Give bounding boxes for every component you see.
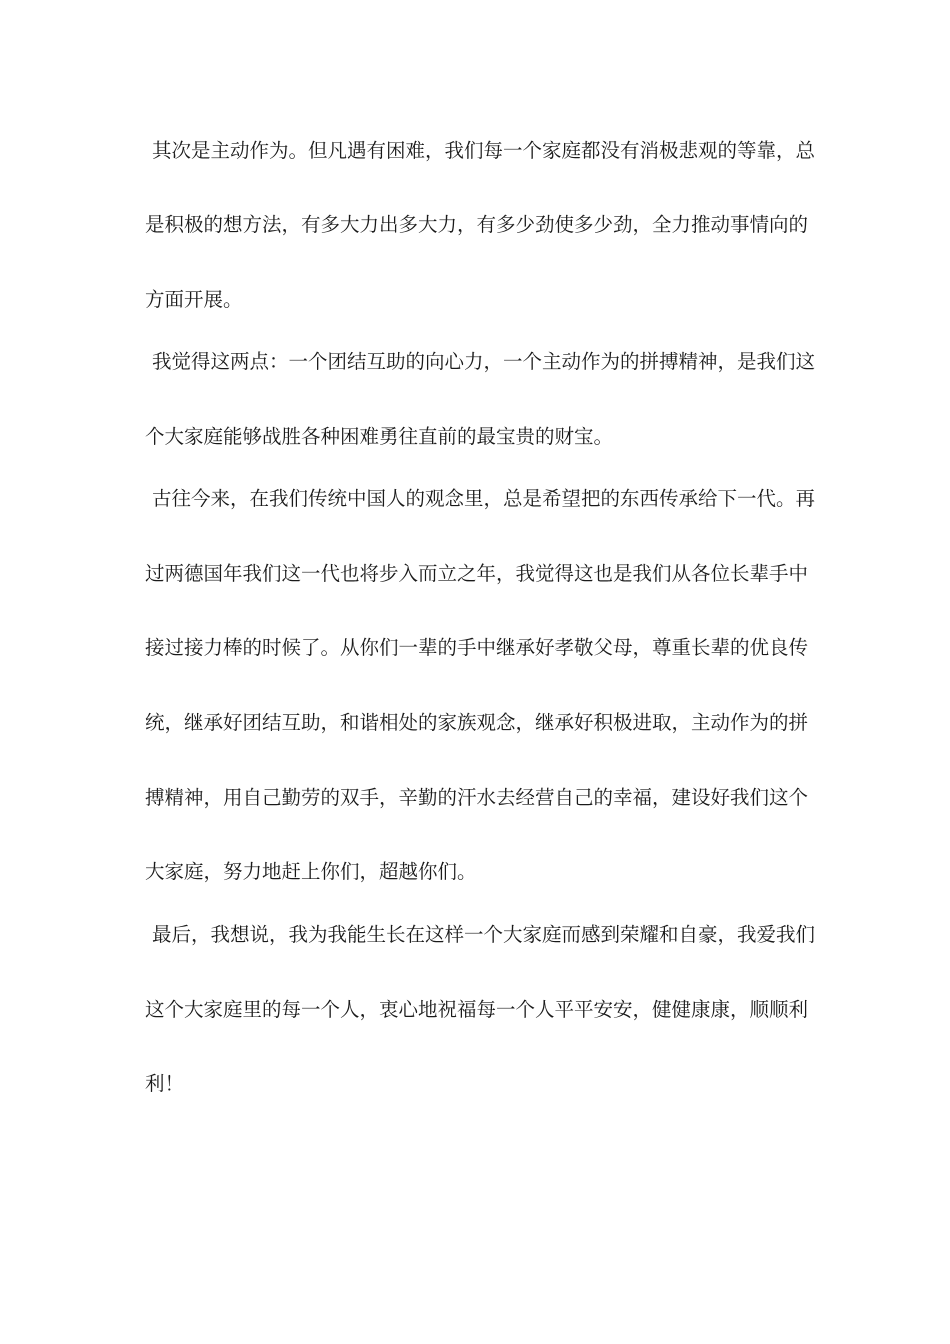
paragraph-line: 这个大家庭里的每一个人，衷心地祝福每一个人平平安安，健健康康，顺顺利: [145, 998, 809, 1021]
paragraph-line: 接过接力棒的时候了。从你们一辈的手中继承好孝敬父母，尊重长辈的优良传: [145, 636, 809, 659]
paragraph-line: 是积极的想方法，有多大力出多大力，有多少劲使多少劲，全力推动事情向的: [145, 213, 809, 236]
paragraph-line: 古往今来，在我们传统中国人的观念里，总是希望把的东西传承给下一代。再: [152, 487, 816, 510]
paragraph-line: 我觉得这两点：一个团结互助的向心力，一个主动作为的拼搏精神，是我们这: [152, 350, 816, 373]
paragraph-line: 最后，我想说，我为我能生长在这样一个大家庭而感到荣耀和自豪，我爱我们: [152, 923, 816, 946]
paragraph-line: 方面开展。: [145, 288, 243, 311]
paragraph-line: 利！: [145, 1072, 185, 1095]
paragraph-line: 过两德国年我们这一代也将步入而立之年，我觉得这也是我们从各位长辈手中: [145, 562, 809, 585]
paragraph-line: 其次是主动作为。但凡遇有困难，我们每一个家庭都没有消极悲观的等靠，总: [152, 139, 816, 162]
paragraph-line: 统，继承好团结互助，和谐相处的家族观念，继承好积极进取，主动作为的拼: [145, 711, 809, 734]
paragraph-line: 个大家庭能够战胜各种困难勇往直前的最宝贵的财宝。: [145, 425, 614, 448]
paragraph-line: 大家庭，努力地赶上你们，超越你们。: [145, 860, 477, 883]
paragraph-line: 搏精神，用自己勤劳的双手，辛勤的汗水去经营自己的幸福，建设好我们这个: [145, 786, 809, 809]
